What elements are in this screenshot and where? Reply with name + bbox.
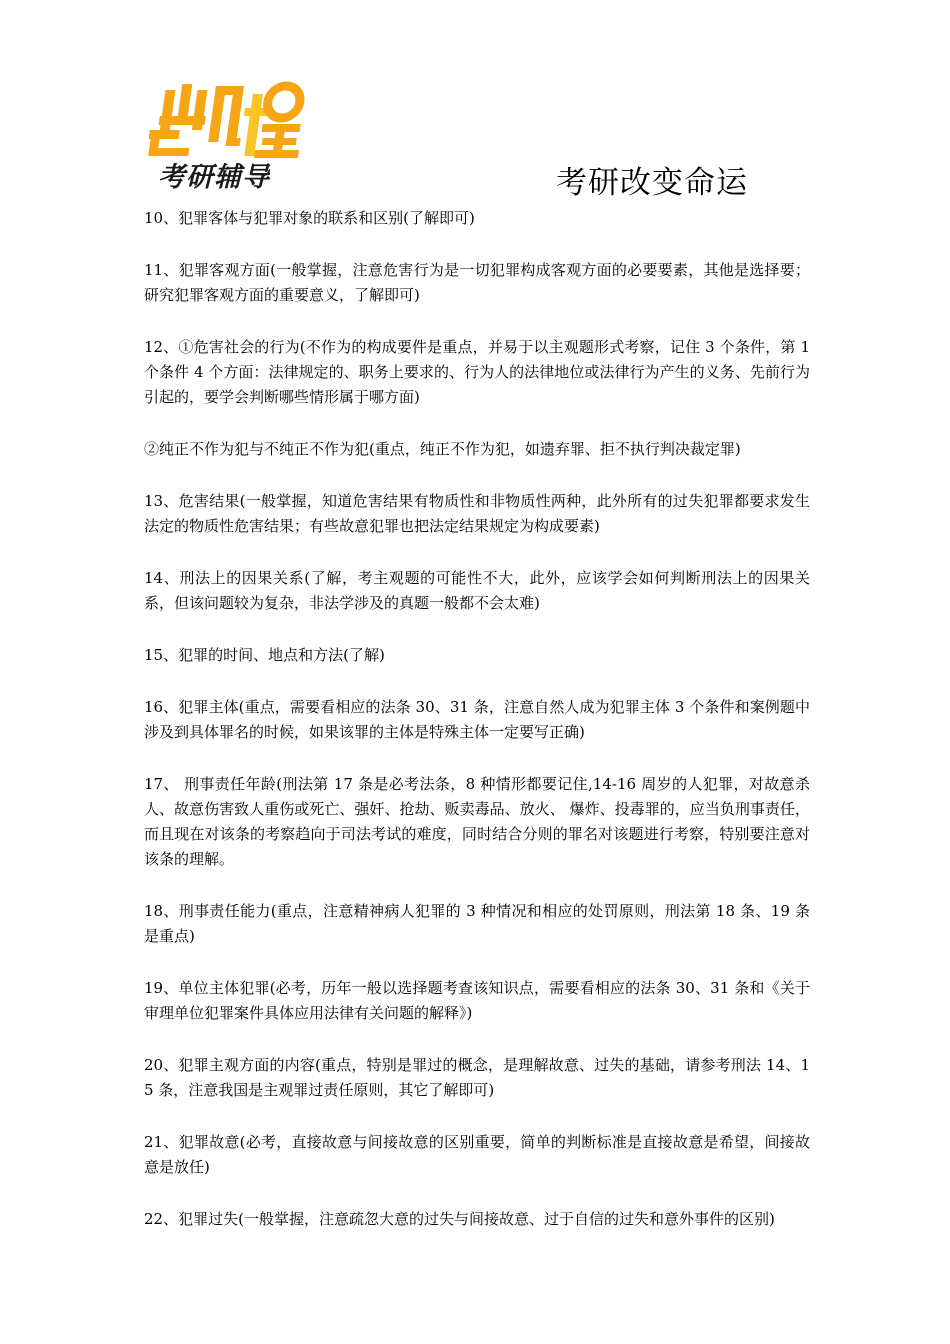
paragraph-21: 21、犯罪故意(必考，直接故意与间接故意的区别重要，简单的判断标准是直接故意是希望，间接故意是放任) [144, 1133, 810, 1176]
kaicheng-logo [148, 72, 308, 202]
paragraph-17: 17、 刑事责任年龄(刑法第 17 条是必考法条，8 种情形都要记住,14-16 周岁的人犯罪，对故意杀人、故意伤害致人重伤或死亡、强奸、抢劫、贩卖毒品、放火、 爆炸、投毒罪的，应当负刑事责任，而且现在对该条的考察趋向于司法考试的难度，同时结合分则的罪名对该题进行考察，特别要注意对该条的理解。 [144, 775, 810, 868]
paragraph-22: 22、犯罪过失(一般掌握，注意疏忽大意的过失与间接故意、过于自信的过失和意外事件的区别) [144, 1210, 775, 1228]
paragraph-20: 20、犯罪主观方面的内容(重点，特别是罪过的概念，是理解故意、过失的基础，请参考刑法 14、15 条，注意我国是主观罪过责任原则，其它了解即可) [144, 1056, 810, 1099]
paragraph-12-2: ②纯正不作为犯与不纯正不作为犯(重点，纯正不作为犯，如遗弃罪、拒不执行判决裁定罪) [144, 440, 741, 458]
document-body [144, 206, 810, 1259]
paragraph-12: 12、①危害社会的行为(不作为的构成要件是重点，并易于以主观题形式考察，记住 3 个条件，第 1 个条件 4 个方面：法律规定的、职务上要求的、行为人的法律地位或法律行为产生的义务、先前行为引起的，要学会判断哪些情形属于哪方面) [144, 338, 810, 406]
paragraph-11: 11、犯罪客观方面(一般掌握，注意危害行为是一切犯罪构成客观方面的必要要素，其他是选择要；研究犯罪客观方面的重要意义，了解即可) [144, 261, 810, 304]
paragraph-18: 18、刑事责任能力(重点，注意精神病人犯罪的 3 种情况和相应的处罚原则，刑法第 18 条、19 条是重点) [144, 902, 810, 945]
logo-subtitle: 考研辅导 [158, 162, 270, 193]
paragraph-13: 13、危害结果(一般掌握，知道危害结果有物质性和非物质性两种，此外所有的过失犯罪都要求发生法定的物质性危害结果；有些故意犯罪也把法定结果规定为构成要素) [144, 492, 810, 535]
paragraph-15: 15、犯罪的时间、地点和方法(了解) [144, 646, 385, 664]
paragraph-14: 14、刑法上的因果关系(了解，考主观题的可能性不大，此外，应该学会如何判断刑法上的因果关系，但该问题较为复杂，非法学涉及的真题一般都不会太难) [144, 569, 810, 612]
paragraph-19: 19、单位主体犯罪(必考，历年一般以选择题考查该知识点，需要看相应的法条 30、31 条和《关于审理单位犯罪案件具体应用法律有关问题的解释》) [144, 979, 810, 1022]
paragraph-16: 16、犯罪主体(重点，需要看相应的法条 30、31 条，注意自然人成为犯罪主体 3 个条件和案例题中涉及到具体罪名的时候，如果该罪的主体是特殊主体一定要写正确) [144, 698, 810, 741]
slogan: 考研改变命运 [556, 165, 748, 201]
paragraph-10: 10、犯罪客体与犯罪对象的联系和区别(了解即可) [144, 209, 475, 227]
